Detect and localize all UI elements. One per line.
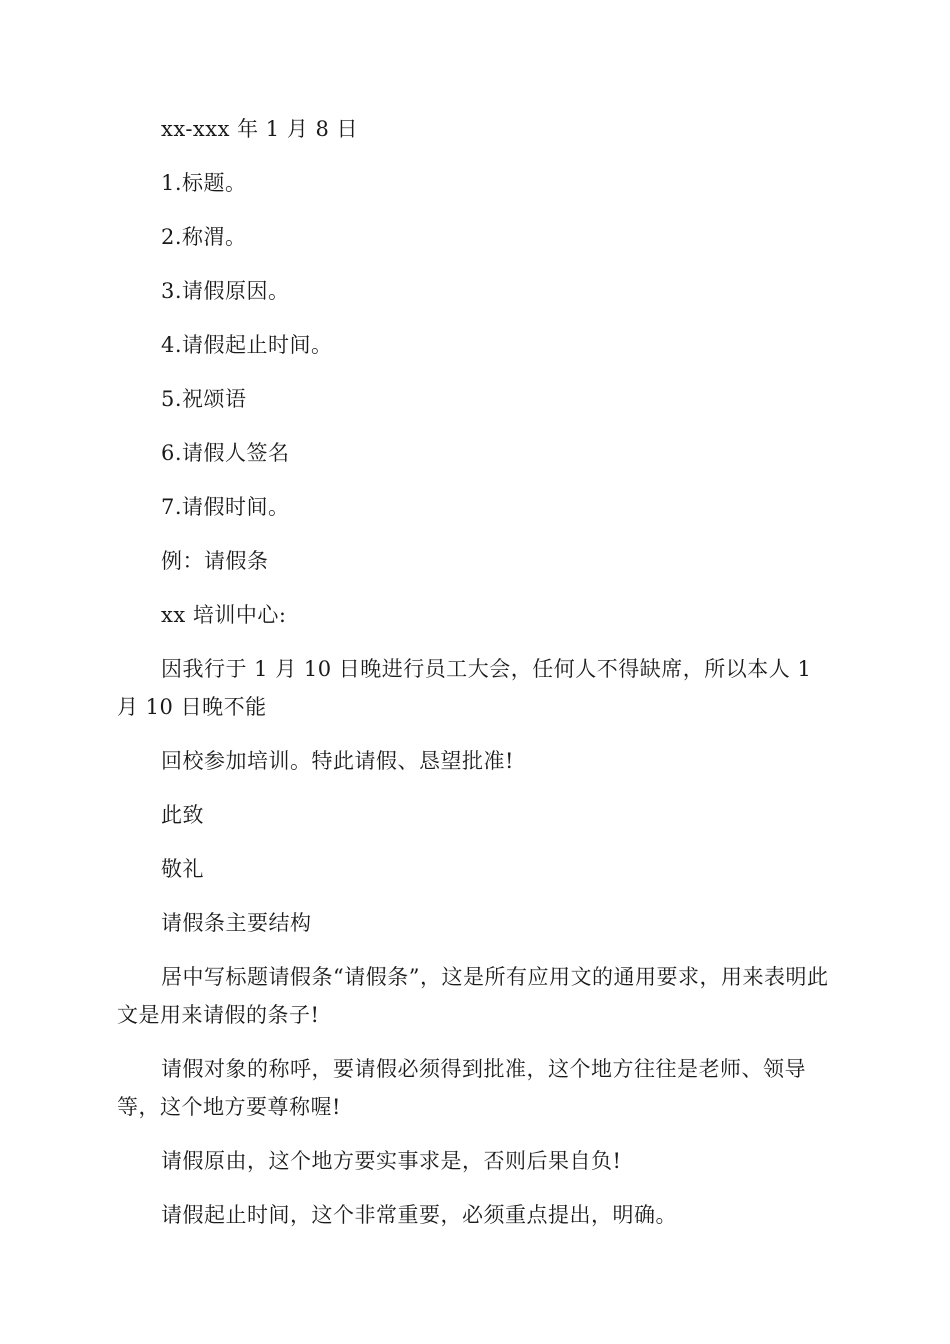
date-line: xx-xxx 年 1 月 8 日 (161, 117, 359, 141)
explanation-paragraph: 请假起止时间，这个非常重要，必须重点提出，明确。 (161, 1203, 677, 1227)
structure-heading: 请假条主要结构 (161, 911, 312, 935)
addressee: xx 培训中心: (161, 603, 287, 627)
structure-item-2: 2.称渭。 (161, 225, 247, 249)
structure-item-7: 7.请假时间。 (161, 495, 290, 519)
structure-item-3: 3.请假原因。 (161, 279, 290, 303)
closing-salutation: 此致 (161, 803, 204, 827)
example-heading: 例：请假条 (161, 549, 269, 573)
structure-item-4: 4.请假起止时间。 (161, 333, 333, 357)
closing-regards: 敬礼 (161, 857, 204, 881)
explanation-paragraph: 请假对象的称呼，要请假必须得到批准，这个地方往往是老师、领导等，这个地方要尊称喔! (117, 1057, 806, 1119)
body-paragraph-continued: 回校参加培训。特此请假、恳望批准! (161, 749, 514, 773)
explanation-paragraph: 居中写标题请假条“请假条”，这是所有应用文的通用要求，用来表明此文是用来请假的条子! (117, 965, 829, 1027)
structure-item-1: 1.标题。 (161, 171, 247, 195)
body-paragraph: 因我行于 1 月 10 日晚进行员工大会，任何人不得缺席，所以本人 1 月 10 日晚不能 (117, 657, 812, 719)
structure-item-5: 5.祝颂语 (161, 387, 247, 411)
explanation-paragraph: 请假原由，这个地方要实事求是，否则后果自负! (161, 1149, 622, 1173)
structure-item-6: 6.请假人签名 (161, 441, 290, 465)
